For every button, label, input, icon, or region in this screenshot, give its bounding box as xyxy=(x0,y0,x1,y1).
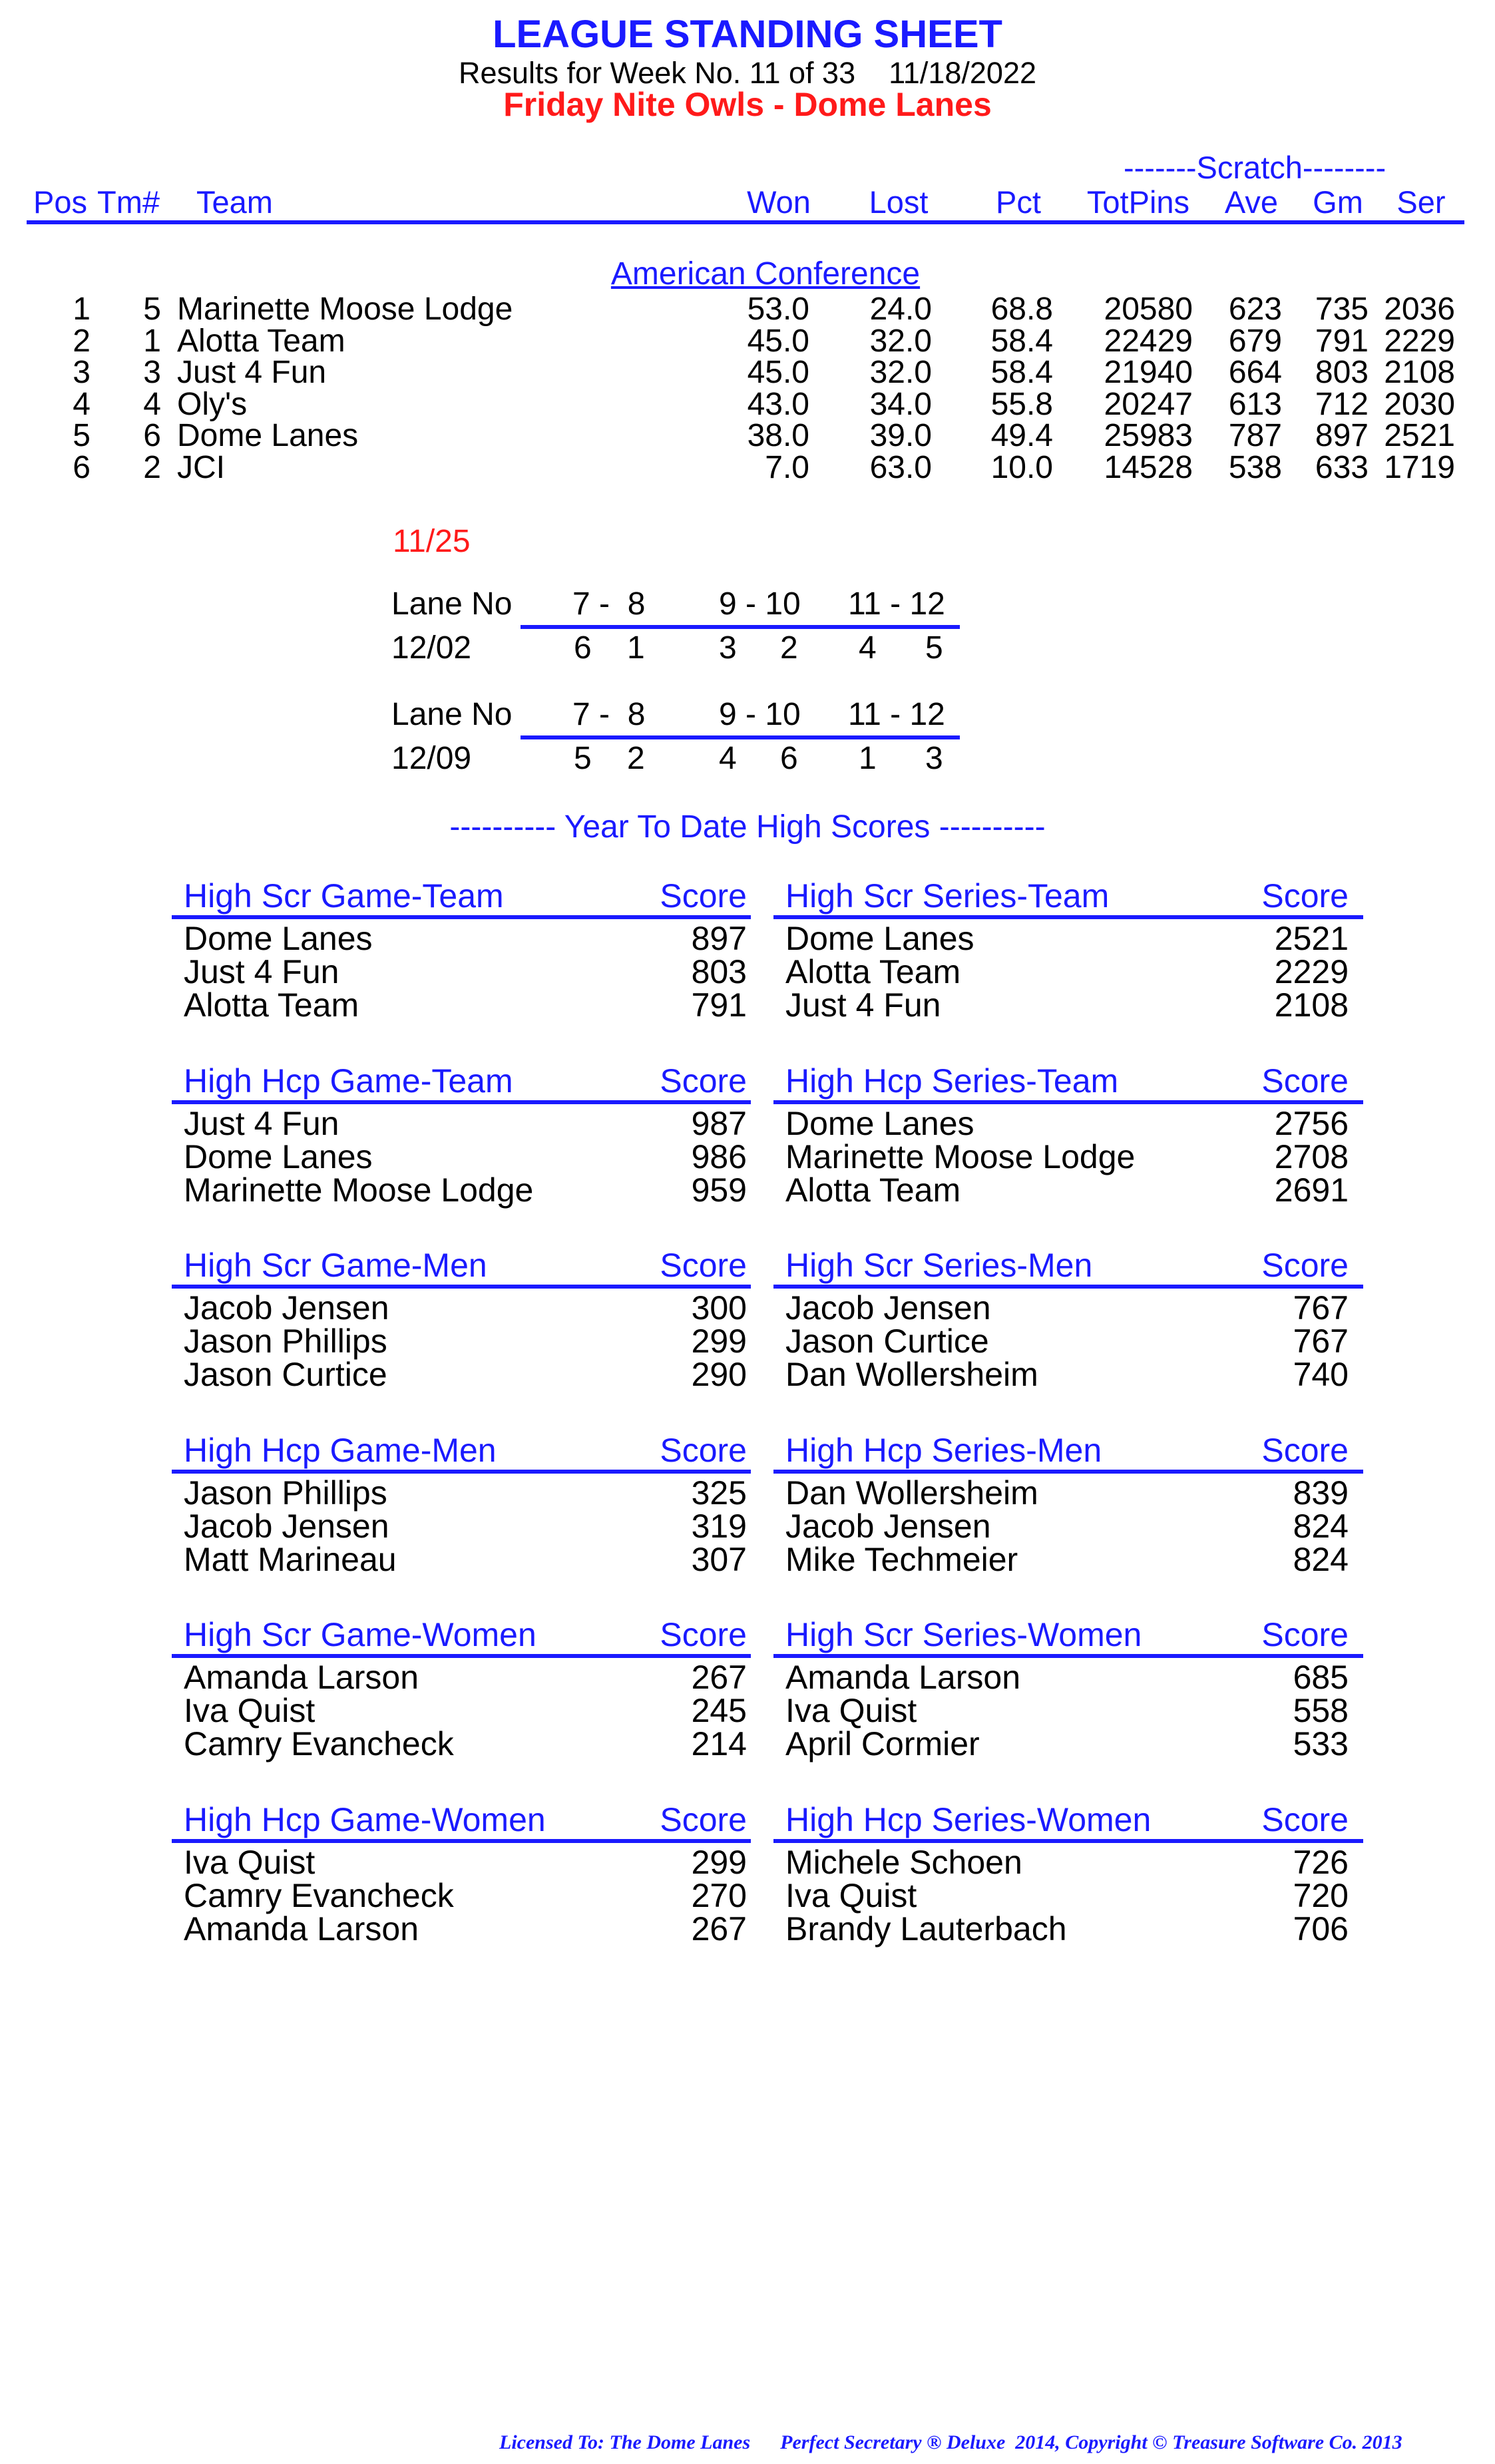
section-rule xyxy=(172,1285,751,1289)
section-title: High Hcp Game-Men xyxy=(184,1431,497,1469)
score-header: Score xyxy=(1261,1062,1349,1100)
cell-pos: 5 xyxy=(73,418,91,453)
score-header: Score xyxy=(660,1800,747,1838)
list-item-name: Just 4 Fun xyxy=(184,1104,339,1142)
list-item-name: Dome Lanes xyxy=(184,920,373,957)
list-item-score: 986 xyxy=(691,1137,747,1175)
lane-date: 12/02 xyxy=(391,630,472,666)
cell-ave: 679 xyxy=(1228,323,1282,359)
list-item-name: Iva Quist xyxy=(184,1843,316,1881)
cell-won: 38.0 xyxy=(747,418,809,453)
footer-license: Licensed To: The Dome Lanes Perfect Secretary ® Deluxe 2014, Copyright © Treasure Software Co. 2013 xyxy=(499,2431,1402,2453)
cell-ave: 623 xyxy=(1228,292,1282,327)
list-item-name: Jacob Jensen xyxy=(785,1289,991,1327)
list-item-name: Michele Schoen xyxy=(785,1843,1022,1881)
list-item-score: 300 xyxy=(691,1289,747,1327)
cell-tm: 1 xyxy=(143,323,161,359)
cell-totpins: 14528 xyxy=(1104,449,1193,485)
cell-tm: 4 xyxy=(143,386,161,422)
list-item-name: Mike Techmeier xyxy=(785,1540,1018,1578)
list-item-score: 290 xyxy=(691,1356,747,1393)
list-item-name: Jacob Jensen xyxy=(184,1507,389,1545)
cell-pos: 6 xyxy=(73,449,91,485)
col-ave: Ave xyxy=(1224,184,1279,220)
list-item-score: 824 xyxy=(1293,1507,1349,1545)
lane-team-number: 2 xyxy=(780,630,798,666)
section-rule xyxy=(172,1100,751,1104)
cell-won: 45.0 xyxy=(747,323,809,359)
list-item-name: Marinette Moose Lodge xyxy=(184,1171,534,1209)
list-item-name: Iva Quist xyxy=(785,1692,917,1729)
section-title: High Hcp Series-Team xyxy=(785,1062,1119,1100)
cell-gm: 633 xyxy=(1315,449,1369,485)
cell-totpins: 22429 xyxy=(1104,323,1193,359)
cell-team: Just 4 Fun xyxy=(177,355,327,390)
header-rule xyxy=(27,220,1464,224)
cell-totpins: 20247 xyxy=(1104,386,1193,422)
lane-team-number: 5 xyxy=(574,741,592,776)
cell-won: 7.0 xyxy=(765,449,809,485)
cell-ave: 613 xyxy=(1228,386,1282,422)
list-item-name: Iva Quist xyxy=(184,1692,316,1729)
cell-gm: 791 xyxy=(1315,323,1369,359)
list-item-name: Jason Phillips xyxy=(184,1323,387,1360)
cell-ser: 2108 xyxy=(1384,355,1455,390)
cell-lost: 34.0 xyxy=(869,386,932,422)
cell-tm: 6 xyxy=(143,418,161,453)
score-header: Score xyxy=(1261,1247,1349,1284)
list-item-score: 959 xyxy=(691,1171,747,1209)
list-item-name: Camry Evancheck xyxy=(184,1725,454,1762)
cell-pos: 4 xyxy=(73,386,91,422)
col-lost: Lost xyxy=(869,184,929,220)
list-item-score: 299 xyxy=(691,1843,747,1881)
cell-team: Alotta Team xyxy=(177,323,345,359)
section-rule xyxy=(773,1654,1363,1658)
col-won: Won xyxy=(747,184,811,220)
section-title: High Hcp Series-Men xyxy=(785,1431,1102,1469)
list-item-name: Alotta Team xyxy=(184,986,359,1024)
list-item-name: Jacob Jensen xyxy=(184,1289,389,1327)
col-pos: Pos xyxy=(33,184,87,220)
col-team: Team xyxy=(196,184,273,220)
col-gm: Gm xyxy=(1313,184,1363,220)
cell-pos: 1 xyxy=(73,292,91,327)
section-rule xyxy=(172,1839,751,1843)
col-totpins: TotPins xyxy=(1086,184,1190,220)
ytd-title: ---------- Year To Date High Scores ---------- xyxy=(449,809,1046,845)
league-name: Friday Nite Owls - Dome Lanes xyxy=(503,86,992,123)
list-item-name: Just 4 Fun xyxy=(785,986,941,1024)
lane-label: Lane No xyxy=(391,697,513,732)
lane-label: Lane No xyxy=(391,586,513,622)
cell-totpins: 20580 xyxy=(1104,292,1193,327)
list-item-score: 987 xyxy=(691,1104,747,1142)
list-item-score: 299 xyxy=(691,1323,747,1360)
lane-team-number: 6 xyxy=(780,741,798,776)
list-item-score: 740 xyxy=(1293,1356,1349,1393)
list-item-name: Dome Lanes xyxy=(785,920,974,957)
list-item-score: 2708 xyxy=(1274,1137,1349,1175)
score-header: Score xyxy=(660,1062,747,1100)
section-rule xyxy=(773,1839,1363,1843)
list-item-score: 791 xyxy=(691,986,747,1024)
section-title: High Scr Series-Men xyxy=(785,1247,1093,1284)
cell-ave: 664 xyxy=(1228,355,1282,390)
cell-ser: 1719 xyxy=(1384,449,1455,485)
section-rule xyxy=(172,1470,751,1474)
section-rule xyxy=(773,1470,1363,1474)
section-title: High Scr Game-Women xyxy=(184,1616,536,1653)
list-item-score: 706 xyxy=(1293,1910,1349,1948)
cell-pct: 10.0 xyxy=(990,449,1053,485)
list-item-name: Iva Quist xyxy=(785,1876,917,1914)
col-pct: Pct xyxy=(996,184,1041,220)
lane-team-number: 6 xyxy=(574,630,592,666)
table-row xyxy=(0,419,1495,453)
score-header: Score xyxy=(1261,1800,1349,1838)
list-item-name: Amanda Larson xyxy=(184,1659,419,1696)
list-item-score: 245 xyxy=(691,1692,747,1729)
cell-lost: 39.0 xyxy=(869,418,932,453)
section-title: High Scr Game-Men xyxy=(184,1247,487,1284)
list-item-name: April Cormier xyxy=(785,1725,980,1762)
list-item-name: Dan Wollersheim xyxy=(785,1474,1038,1512)
section-rule xyxy=(773,915,1363,919)
list-item-name: Alotta Team xyxy=(785,1171,961,1209)
list-item-score: 2756 xyxy=(1274,1104,1349,1142)
list-item-score: 726 xyxy=(1293,1843,1349,1881)
list-item-name: Jacob Jensen xyxy=(785,1507,991,1545)
lane-number: 11 - 12 xyxy=(848,586,945,622)
lane-number: 9 - 10 xyxy=(719,586,801,622)
section-title: High Scr Game-Team xyxy=(184,877,504,915)
score-header: Score xyxy=(660,1247,747,1284)
cell-pct: 55.8 xyxy=(990,386,1053,422)
section-rule xyxy=(172,1654,751,1658)
section-rule xyxy=(773,1285,1363,1289)
list-item-name: Brandy Lauterbach xyxy=(785,1910,1067,1948)
list-item-score: 533 xyxy=(1293,1725,1349,1762)
cell-won: 53.0 xyxy=(747,292,809,327)
cell-totpins: 21940 xyxy=(1104,355,1193,390)
cell-won: 43.0 xyxy=(747,386,809,422)
score-header: Score xyxy=(660,1431,747,1469)
section-title: High Hcp Series-Women xyxy=(785,1800,1152,1838)
page-title: LEAGUE STANDING SHEET xyxy=(493,13,1002,56)
col-tm: Tm# xyxy=(97,184,160,220)
list-item-name: Dome Lanes xyxy=(184,1137,373,1175)
section-rule xyxy=(773,1100,1363,1104)
score-header: Score xyxy=(1261,1616,1349,1653)
lane-team-number: 4 xyxy=(859,630,877,666)
list-item-score: 558 xyxy=(1293,1692,1349,1729)
cell-tm: 2 xyxy=(143,449,161,485)
cell-team: JCI xyxy=(177,449,225,485)
table-row xyxy=(0,388,1495,421)
lane-team-number: 3 xyxy=(719,630,737,666)
list-item-score: 267 xyxy=(691,1910,747,1948)
cell-won: 45.0 xyxy=(747,355,809,390)
table-row xyxy=(0,356,1495,389)
lane-team-number: 1 xyxy=(627,630,645,666)
score-header: Score xyxy=(1261,1431,1349,1469)
lane-team-number: 3 xyxy=(925,741,943,776)
cell-lost: 32.0 xyxy=(869,355,932,390)
cell-ser: 2030 xyxy=(1384,386,1455,422)
lane-date: 12/09 xyxy=(391,741,472,776)
list-item-score: 214 xyxy=(691,1725,747,1762)
scratch-header: -------Scratch-------- xyxy=(1124,150,1387,185)
cell-ser: 2521 xyxy=(1384,418,1455,453)
list-item-score: 2108 xyxy=(1274,986,1349,1024)
list-item-score: 685 xyxy=(1293,1659,1349,1696)
cell-lost: 32.0 xyxy=(869,323,932,359)
list-item-score: 2691 xyxy=(1274,1171,1349,1209)
cell-team: Marinette Moose Lodge xyxy=(177,292,513,327)
section-title: High Scr Series-Team xyxy=(785,877,1110,915)
score-header: Score xyxy=(660,877,747,915)
list-item-score: 720 xyxy=(1293,1876,1349,1914)
list-item-score: 803 xyxy=(691,953,747,990)
list-item-score: 307 xyxy=(691,1540,747,1578)
list-item-score: 2229 xyxy=(1274,953,1349,990)
cell-pct: 58.4 xyxy=(990,355,1053,390)
lane-rule xyxy=(521,735,960,739)
cell-tm: 5 xyxy=(143,292,161,327)
list-item-name: Just 4 Fun xyxy=(184,953,339,990)
next-date: 11/25 xyxy=(393,524,471,559)
cell-totpins: 25983 xyxy=(1104,418,1193,453)
list-item-name: Jason Curtice xyxy=(785,1323,989,1360)
lane-number: 11 - 12 xyxy=(848,697,945,732)
list-item-score: 767 xyxy=(1293,1289,1349,1327)
cell-team: Oly's xyxy=(177,386,248,422)
lane-number: 7 - 8 xyxy=(572,586,646,622)
list-item-score: 767 xyxy=(1293,1323,1349,1360)
list-item-score: 2521 xyxy=(1274,920,1349,957)
cell-pct: 68.8 xyxy=(990,292,1053,327)
list-item-score: 325 xyxy=(691,1474,747,1512)
lane-number: 9 - 10 xyxy=(719,697,801,732)
lane-team-number: 5 xyxy=(925,630,943,666)
cell-ave: 787 xyxy=(1228,418,1282,453)
section-title: High Hcp Game-Women xyxy=(184,1800,546,1838)
list-item-score: 897 xyxy=(691,920,747,957)
section-title: High Scr Series-Women xyxy=(785,1616,1142,1653)
table-row xyxy=(0,451,1495,485)
table-row xyxy=(0,293,1495,326)
list-item-name: Jason Curtice xyxy=(184,1356,387,1393)
cell-tm: 3 xyxy=(143,355,161,390)
lane-team-number: 2 xyxy=(627,741,645,776)
list-item-score: 824 xyxy=(1293,1540,1349,1578)
list-item-score: 319 xyxy=(691,1507,747,1545)
cell-lost: 24.0 xyxy=(869,292,932,327)
cell-pos: 2 xyxy=(73,323,91,359)
page-subtitle: Results for Week No. 11 of 33 11/18/2022 xyxy=(458,56,1036,90)
cell-pos: 3 xyxy=(73,355,91,390)
score-header: Score xyxy=(660,1616,747,1653)
list-item-name: Amanda Larson xyxy=(184,1910,419,1948)
list-item-name: Jason Phillips xyxy=(184,1474,387,1512)
cell-gm: 897 xyxy=(1315,418,1369,453)
list-item-name: Dan Wollersheim xyxy=(785,1356,1038,1393)
col-ser: Ser xyxy=(1396,184,1446,220)
lane-number: 7 - 8 xyxy=(572,697,646,732)
cell-pct: 58.4 xyxy=(990,323,1053,359)
conference-title: American Conference xyxy=(610,256,921,292)
cell-lost: 63.0 xyxy=(869,449,932,485)
list-item-name: Camry Evancheck xyxy=(184,1876,454,1914)
list-item-name: Amanda Larson xyxy=(785,1659,1021,1696)
list-item-score: 270 xyxy=(691,1876,747,1914)
list-item-score: 267 xyxy=(691,1659,747,1696)
lane-rule xyxy=(521,625,960,629)
list-item-name: Matt Marineau xyxy=(184,1540,397,1578)
list-item-score: 839 xyxy=(1293,1474,1349,1512)
cell-gm: 712 xyxy=(1315,386,1369,422)
score-header: Score xyxy=(1261,877,1349,915)
cell-gm: 803 xyxy=(1315,355,1369,390)
section-title: High Hcp Game-Team xyxy=(184,1062,513,1100)
table-row xyxy=(0,325,1495,358)
cell-ave: 538 xyxy=(1228,449,1282,485)
list-item-name: Marinette Moose Lodge xyxy=(785,1137,1136,1175)
cell-ser: 2229 xyxy=(1384,323,1455,359)
cell-gm: 735 xyxy=(1315,292,1369,327)
cell-team: Dome Lanes xyxy=(177,418,359,453)
lane-team-number: 4 xyxy=(719,741,737,776)
list-item-name: Alotta Team xyxy=(785,953,961,990)
list-item-name: Dome Lanes xyxy=(785,1104,974,1142)
cell-ser: 2036 xyxy=(1384,292,1455,327)
lane-team-number: 1 xyxy=(859,741,877,776)
section-rule xyxy=(172,915,751,919)
cell-pct: 49.4 xyxy=(990,418,1053,453)
